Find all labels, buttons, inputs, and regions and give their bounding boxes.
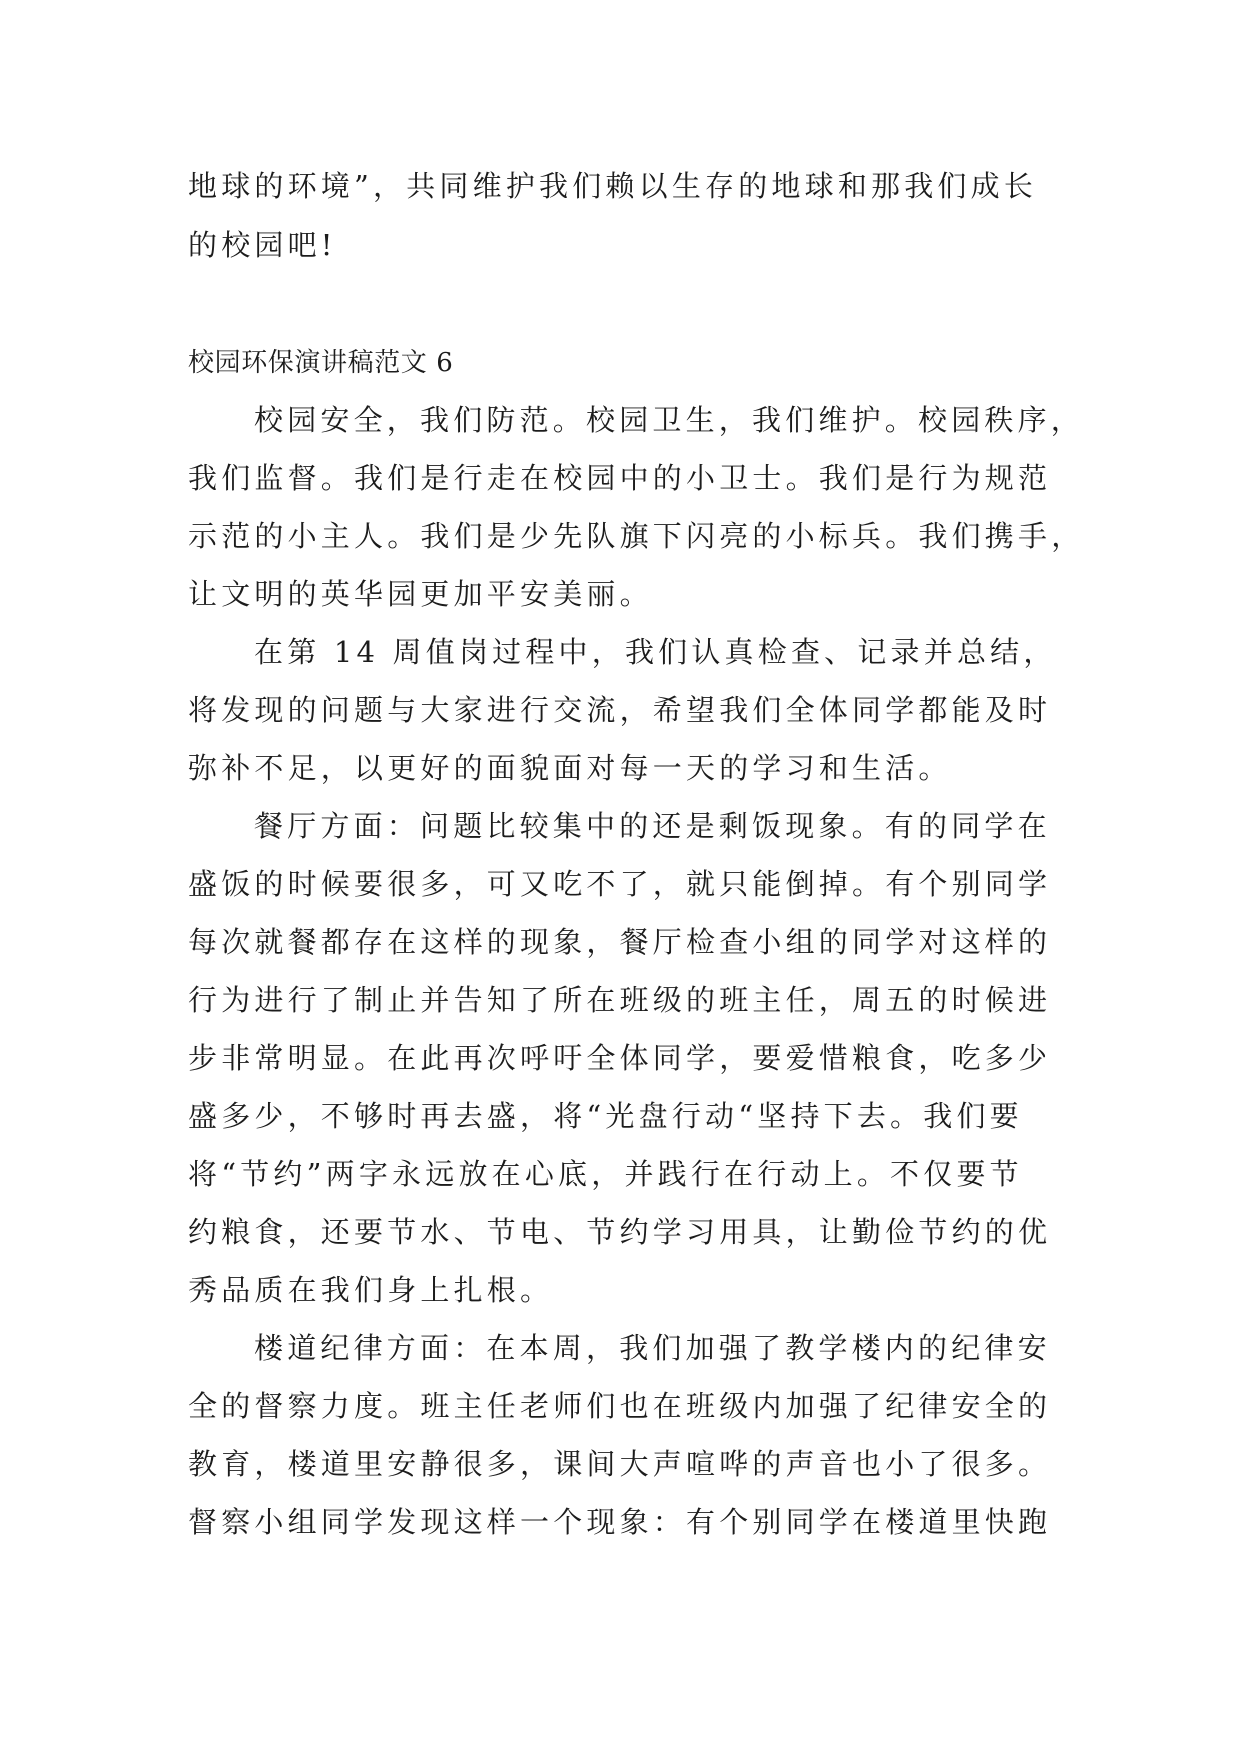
- intro-paragraph: [188, 157, 1148, 275]
- paragraph: [188, 623, 1148, 797]
- section-heading: 校园环保演讲稿范文 6: [188, 348, 454, 378]
- paragraph-line: 盛多少，不够时再去盛，将“光盘行动“坚持下去。我们要: [188, 1099, 1023, 1133]
- paragraph-line: 将“节约”两字永远放在心底，并践行在行动上。不仅要节: [188, 1157, 1023, 1191]
- paragraph: [188, 797, 1148, 1319]
- paragraph: [188, 391, 1148, 623]
- intro-line: 的校园吧!: [188, 228, 337, 262]
- paragraph-line: 弥补不足，以更好的面貌面对每一天的学习和生活。: [188, 751, 952, 785]
- paragraph-line: 示范的小主人。我们是少先队旗下闪亮的小标兵。我们携手，: [188, 519, 1085, 553]
- section-body: [188, 391, 1148, 1551]
- paragraph-line: 在第 14 周值岗过程中，我们认真检查、记录并总结，: [254, 635, 1057, 669]
- intro-line: 地球的环境”，共同维护我们赖以生存的地球和那我们成长: [188, 169, 1038, 203]
- paragraph-line: 步非常明显。在此再次呼吁全体同学，要爱惜粮食，吃多少: [188, 1041, 1052, 1075]
- paragraph-line: 行为进行了制止并告知了所在班级的班主任，周五的时候进: [188, 983, 1052, 1017]
- paragraph-line: 秀品质在我们身上扎根。: [188, 1273, 554, 1307]
- paragraph-line: 校园安全，我们防范。校园卫生，我们维护。校园秩序，: [254, 403, 1085, 437]
- paragraph-line: 督察小组同学发现这样一个现象：有个别同学在楼道里快跑: [188, 1505, 1052, 1539]
- paragraph: [188, 1319, 1148, 1551]
- paragraph-line: 教育，楼道里安静很多，课间大声喧哗的声音也小了很多。: [188, 1447, 1052, 1481]
- paragraph-line: 盛饭的时候要很多，可又吃不了，就只能倒掉。有个别同学: [188, 867, 1052, 901]
- paragraph-line: 餐厅方面：问题比较集中的还是剩饭现象。有的同学在: [254, 809, 1051, 843]
- paragraph-line: 楼道纪律方面：在本周，我们加强了教学楼内的纪律安: [254, 1331, 1051, 1365]
- paragraph-line: 将发现的问题与大家进行交流，希望我们全体同学都能及时: [188, 693, 1052, 727]
- paragraph-line: 约粮食，还要节水、节电、节约学习用具，让勤俭节约的优: [188, 1215, 1052, 1249]
- paragraph-line: 全的督察力度。班主任老师们也在班级内加强了纪律安全的: [188, 1389, 1052, 1423]
- paragraph-line: 让文明的英华园更加平安美丽。: [188, 577, 653, 611]
- paragraph-line: 每次就餐都存在这样的现象，餐厅检查小组的同学对这样的: [188, 925, 1052, 959]
- paragraph-line: 我们监督。我们是行走在校园中的小卫士。我们是行为规范: [188, 461, 1052, 495]
